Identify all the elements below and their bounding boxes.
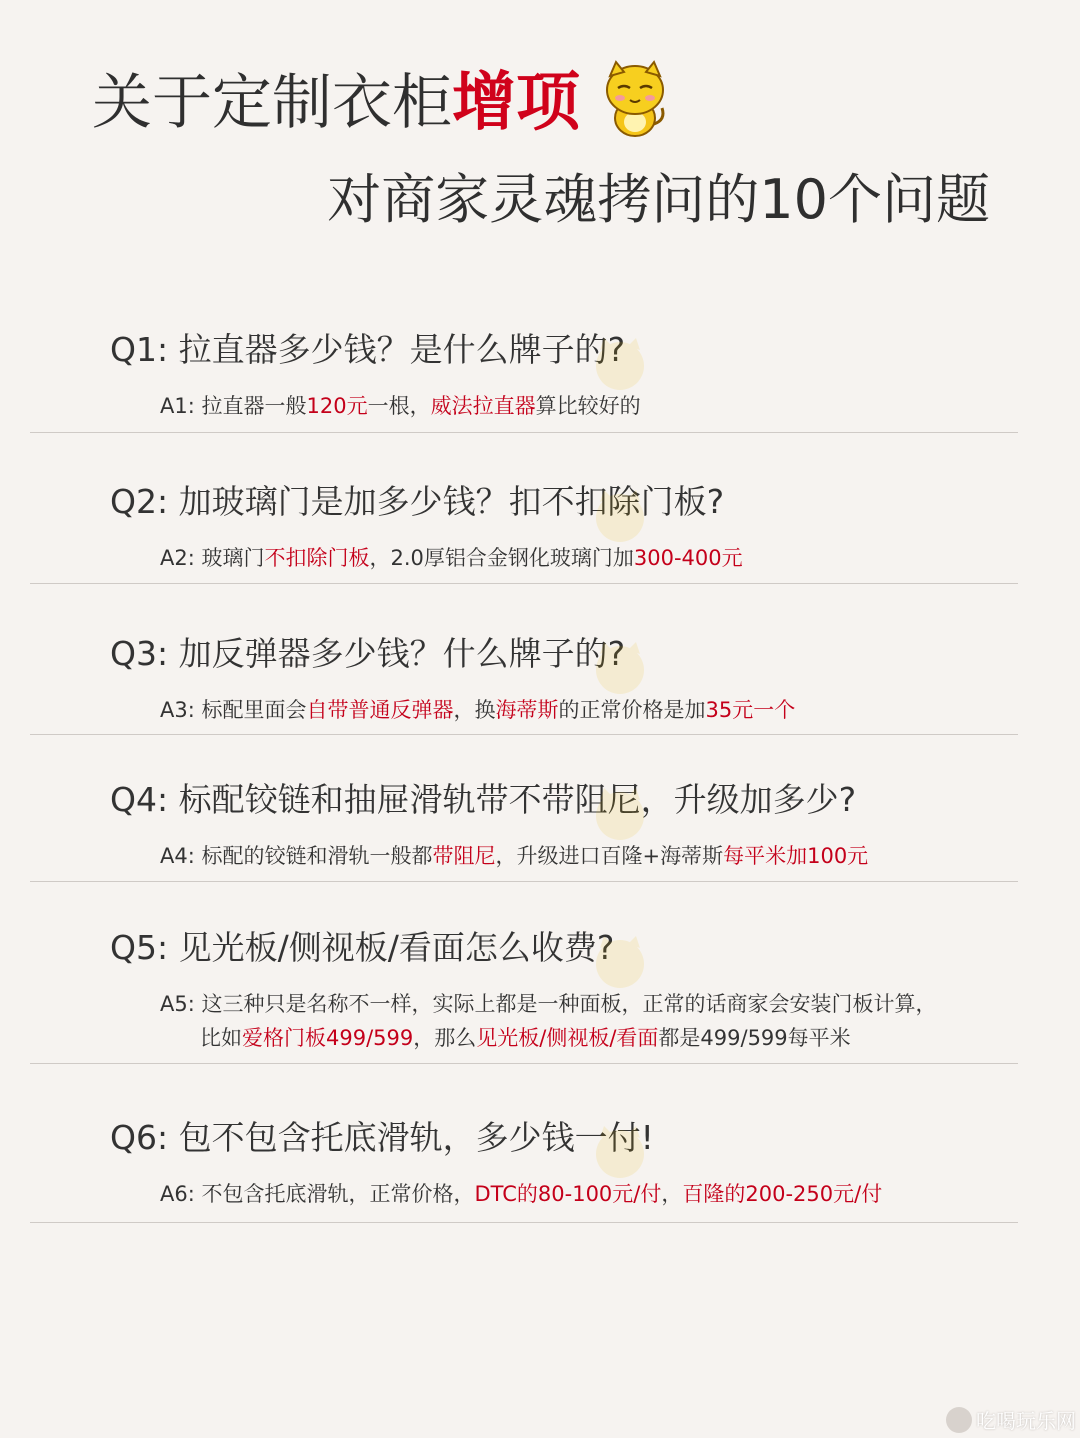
answer-highlight: 300-400元 (633, 546, 743, 570)
answer-highlight: 每平米加100元 (723, 844, 869, 868)
qa-item (30, 468, 1018, 584)
answer-text (160, 390, 641, 422)
title-highlight: 增项 (452, 66, 580, 140)
answer-segment: A3: 标配里面会 (160, 698, 307, 722)
answer-highlight: 带阻尼 (432, 844, 496, 868)
faint-mascot-icon (590, 786, 650, 846)
answer-segment: 比如 (200, 1026, 242, 1050)
answer-highlight: 35元一个 (705, 698, 796, 722)
site-watermark (946, 1405, 1076, 1434)
faint-mascot-icon (590, 336, 650, 396)
title-main: 关于定制衣柜 (92, 68, 452, 138)
question-text: Q3: 加反弹器多少钱？什么牌子的? (110, 634, 626, 673)
answer-highlight: DTC的80-100元/付 (474, 1182, 662, 1206)
page-subtitle: 对商家灵魂拷问的10个问题 (327, 168, 990, 231)
answer-highlight: 不扣除门板 (264, 546, 370, 570)
question-text: Q6: 包不包含托底滑轨，多少钱一付! (110, 1118, 654, 1157)
answer-segment: 的正常价格是加 (558, 698, 706, 722)
answer-segment: A2: 玻璃门 (160, 546, 265, 570)
site-logo-icon (946, 1407, 972, 1433)
question-text: Q4: 标配铰链和抽屉滑轨带不带阻尼，升级加多少? (110, 780, 857, 819)
page-title (92, 58, 792, 148)
answer-segment: 都是499/599每平米 (658, 1026, 851, 1050)
answer-text (160, 694, 795, 726)
answer-segment: A6: 不包含托底滑轨，正常价格， (160, 1182, 475, 1206)
faint-mascot-icon (590, 488, 650, 548)
watermark-text: 吃喝玩乐网 (976, 1409, 1076, 1433)
answer-highlight: 威法拉直器 (430, 394, 536, 418)
answer-highlight: 自带普通反弹器 (306, 698, 454, 722)
qa-item (30, 316, 1018, 433)
qa-item (30, 620, 1018, 735)
qa-item (30, 766, 1018, 882)
answer-highlight: 海蒂斯 (495, 698, 559, 722)
question-text: Q5: 见光板/侧视板/看面怎么收费? (110, 928, 615, 967)
answer-text (160, 1178, 882, 1210)
question-text: Q1: 拉直器多少钱？是什么牌子的? (110, 330, 626, 369)
answer-highlight: 爱格门板499/599 (242, 1026, 414, 1050)
question-text: Q2: 加玻璃门是加多少钱？扣不扣除门板? (110, 482, 725, 521)
answer-segment: ，那么 (413, 1026, 477, 1050)
answer-text (160, 1022, 851, 1054)
answer-text (160, 988, 936, 1020)
answer-text (160, 542, 743, 574)
answer-segment: ，升级进口百隆+海蒂斯 (495, 844, 724, 868)
qa-item (30, 1104, 1018, 1223)
answer-segment: 算比较好的 (535, 394, 641, 418)
faint-mascot-icon (590, 640, 650, 700)
answer-segment: ，2.0厚铝合金钢化玻璃门加 (369, 546, 634, 570)
answer-segment: 一根， (367, 394, 431, 418)
answer-highlight: 见光板/侧视板/看面 (476, 1026, 659, 1050)
answer-segment: A1: 拉直器一般 (160, 394, 307, 418)
faint-mascot-icon (590, 1124, 650, 1184)
answer-segment: A5: 这三种只是名称不一样，实际上都是一种面板，正常的话商家会安装门板计算， (160, 992, 937, 1016)
answer-segment: ， (661, 1182, 683, 1206)
answer-highlight: 百隆的200-250元/付 (682, 1182, 883, 1206)
faint-mascot-icon (590, 934, 650, 994)
answer-highlight: 120元 (306, 394, 368, 418)
answer-text (160, 840, 868, 872)
answer-segment: A4: 标配的铰链和滑轨一般都 (160, 844, 433, 868)
answer-segment: ，换 (453, 698, 496, 722)
cat-mascot-icon (600, 58, 670, 140)
qa-item (30, 914, 1018, 1064)
